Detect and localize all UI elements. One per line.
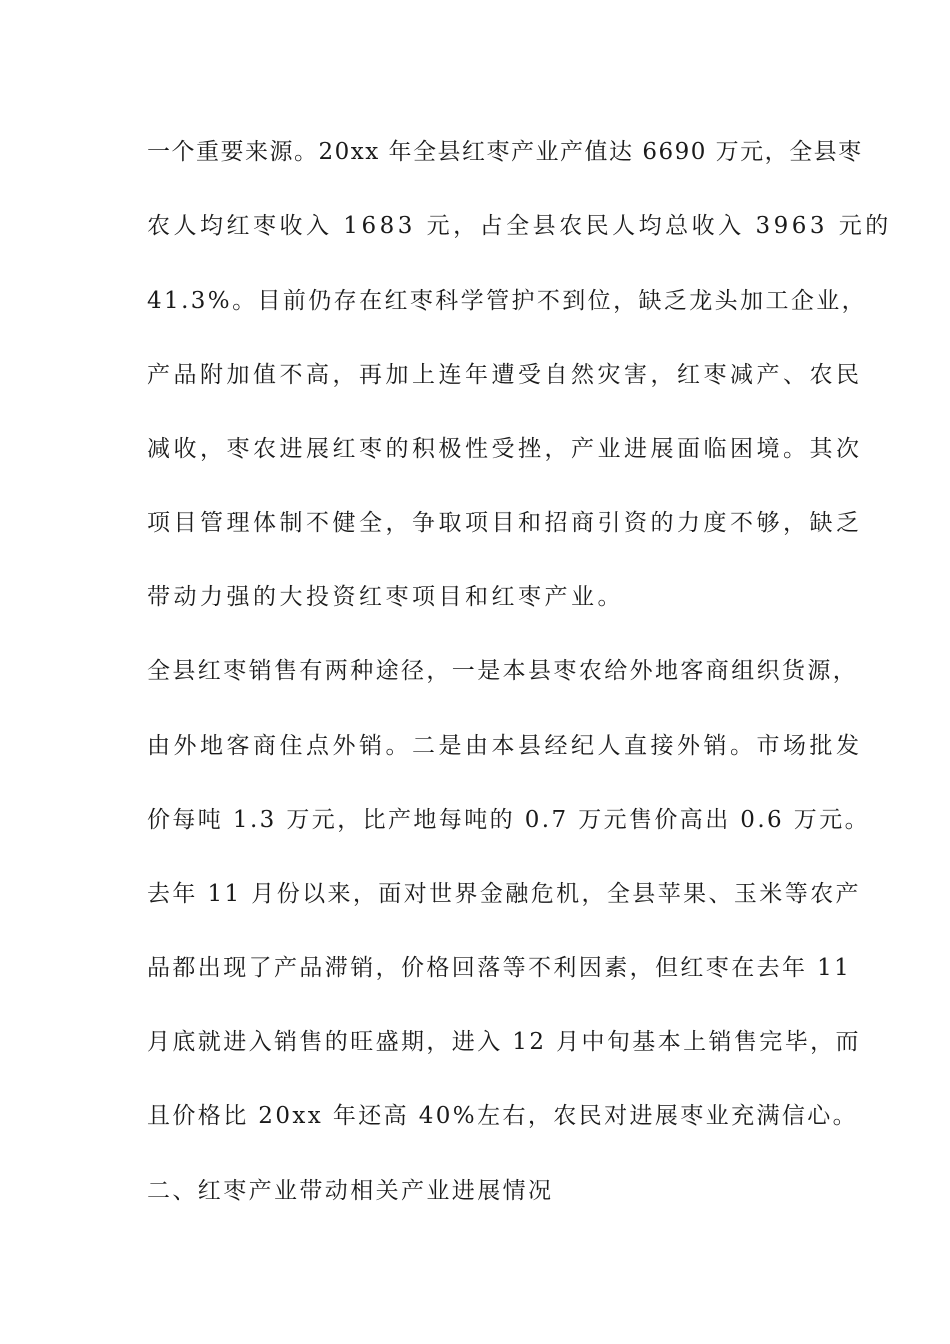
paragraph-line: 产品附加值不高，再加上连年遭受自然灾害，红枣减产、农民 [147, 362, 863, 388]
paragraph-line: 去年 11 月份以来，面对世界金融危机，全县苹果、玉米等农产 [147, 881, 861, 907]
paragraph-line: 41.3%。目前仍存在红枣科学管护不到位，缺乏龙头加工企业， [147, 288, 868, 314]
paragraph-line: 品都出现了产品滞销，价格回落等不利因素，但红枣在去年 11 [147, 955, 852, 981]
paragraph-line: 全县红枣销售有两种途径，一是本县枣农给外地客商组织货源， [147, 658, 859, 684]
paragraph-line: 由外地客商住点外销。二是由本县经纪人直接外销。市场批发 [147, 733, 863, 759]
paragraph-line: 且价格比 20xx 年还高 40%左右，农民对进展枣业充满信心。 [147, 1103, 859, 1129]
paragraph-line: 一个重要来源。20xx 年全县红枣产业产值达 6690 万元，全县枣 [147, 139, 863, 165]
section-heading: 二、红枣产业带动相关产业进展情况 [147, 1178, 554, 1204]
paragraph-line: 带动力强的大投资红枣项目和红枣产业。 [147, 584, 624, 610]
paragraph-line: 项目管理体制不健全，争取项目和招商引资的力度不够，缺乏 [147, 510, 863, 536]
paragraph-line: 农人均红枣收入 1683 元，占全县农民人均总收入 3963 元的 [147, 213, 892, 239]
paragraph-line: 价每吨 1.3 万元，比产地每吨的 0.7 万元售价高出 0.6 万元。 [147, 807, 870, 833]
paragraph-line: 减收，枣农进展红枣的积极性受挫，产业进展面临困境。其次 [147, 436, 863, 462]
paragraph-line: 月底就进入销售的旺盛期，进入 12 月中旬基本上销售完毕，而 [147, 1029, 861, 1055]
